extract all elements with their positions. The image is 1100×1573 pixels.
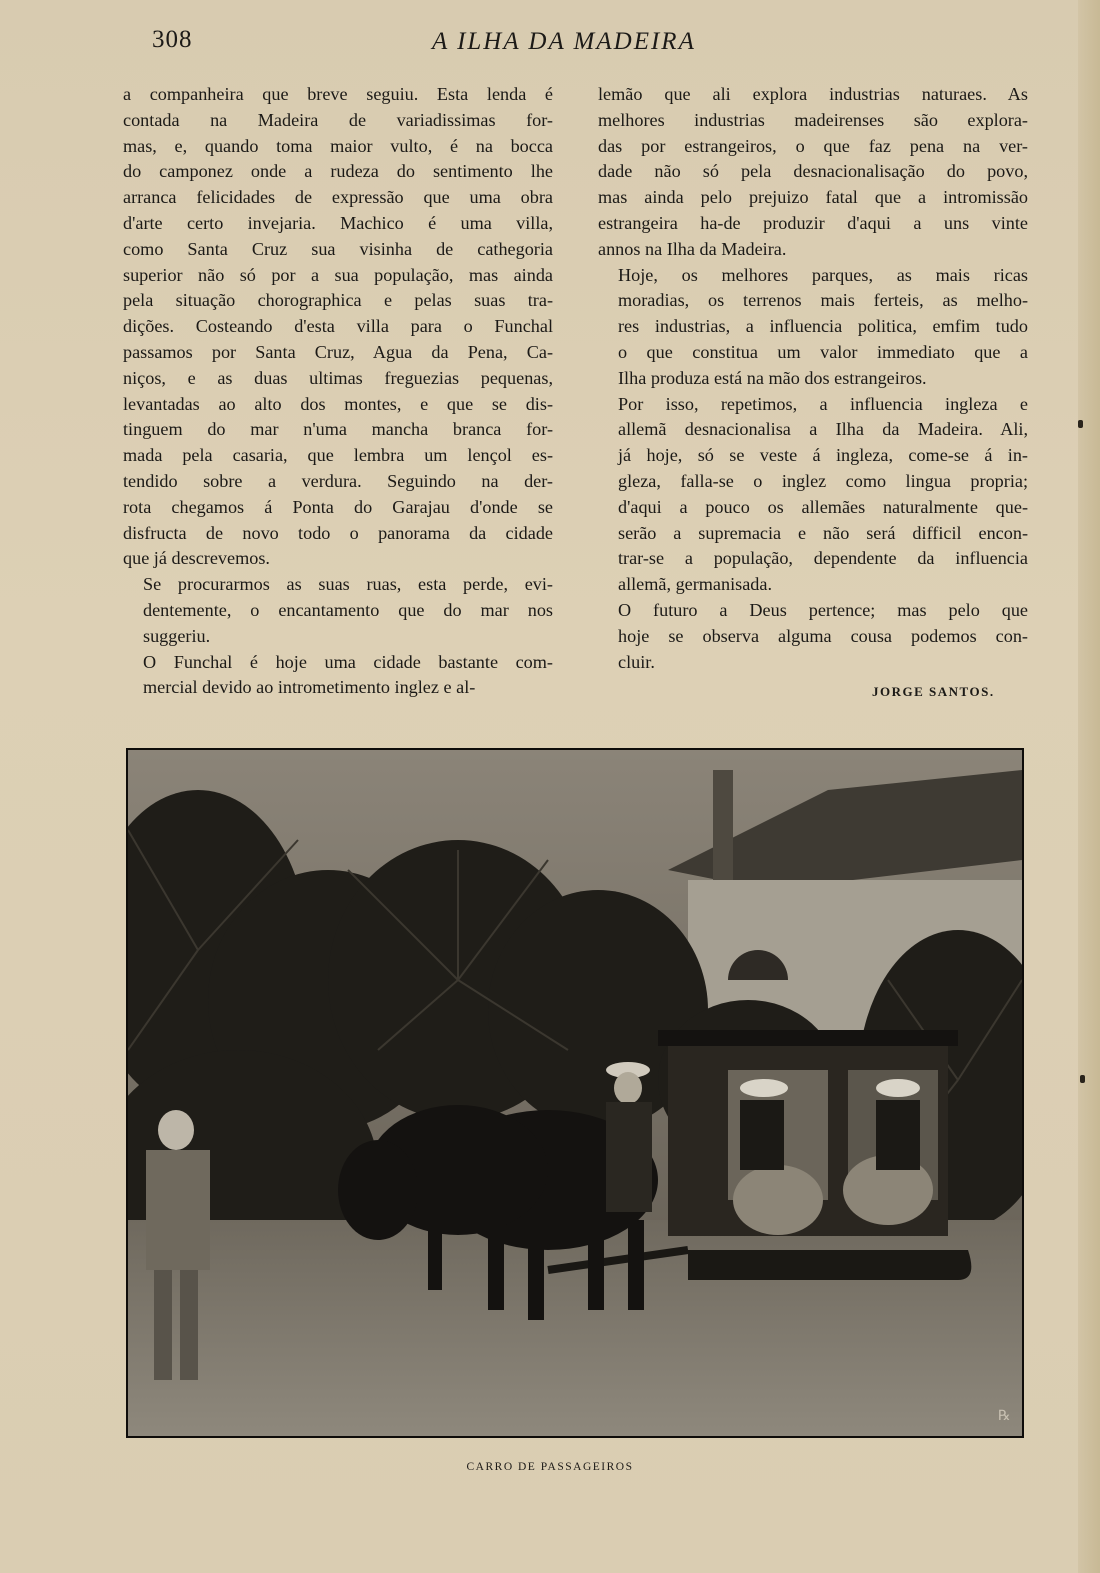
text-line: lemão que ali explora industrias naturaes. As: [598, 84, 1028, 104]
text-line: disfructa de novo todo o panorama da cidade: [123, 522, 553, 543]
text-line: dentemente, o encantamento que do mar nos: [143, 599, 553, 620]
page-edge: [1078, 0, 1100, 1573]
text-line: do camponez onde a rudeza do sentimento lhe: [123, 161, 553, 182]
text-line: O futuro a Deus pertence; mas pelo que: [618, 599, 1028, 620]
text-line: como Santa Cruz sua visinha de cathegoria: [123, 238, 553, 259]
text-line: tinguem do mar n'uma mancha branca for-: [123, 419, 553, 440]
text-line: O Funchal é hoje uma cidade bastante com-: [143, 651, 553, 672]
paragraph: [598, 82, 1028, 263]
text-line: o que constitua um valor immediato que a: [618, 341, 1028, 362]
print-speck: [1080, 1075, 1085, 1083]
text-line: annos na Ilha da Madeira.: [598, 238, 787, 259]
photo-caption: CARRO DE PASSAGEIROS: [466, 1461, 634, 1473]
text-line: cluir.: [618, 651, 655, 672]
paragraph: [123, 572, 553, 649]
text-line: melhores industrias madeirenses são explora-: [598, 109, 1028, 130]
author-signature: JORGE SANTOS.: [872, 684, 995, 699]
text-line: gleza, falla-se o inglez como lingua propria;: [618, 470, 1028, 491]
paragraph: [598, 263, 1028, 392]
text-line: passamos por Santa Cruz, Agua da Pena, Ca-: [123, 341, 553, 362]
text-line: estrangeira ha-de produzir d'aqui a uns vinte: [598, 212, 1028, 233]
text-line: já hoje, só se veste á ingleza, come-se á in-: [618, 445, 1028, 466]
text-line: mas, e, quando toma maior vulto, é na bocca: [123, 135, 553, 156]
text-line: Ilha produza está na mão dos estrangeiros.: [618, 367, 927, 388]
ox-cart-photo: [128, 750, 1022, 1436]
page-header: [0, 26, 1100, 62]
text-line: mercial devido ao intrometimento inglez e al-: [143, 677, 476, 698]
text-line: dições. Costeando d'esta villa para o Funchal: [123, 316, 553, 337]
running-title: A ILHA DA MADEIRA: [432, 28, 696, 55]
text-line: Se procurarmos as suas ruas, esta perde, evi-: [143, 574, 553, 595]
text-line: d'arte certo invejaria. Machico é uma villa,: [123, 212, 553, 233]
paragraph: [123, 82, 553, 572]
text-line: a companheira que breve seguiu. Esta lenda é: [123, 84, 553, 104]
text-line: Por isso, repetimos, a influencia ingleza e: [618, 393, 1028, 414]
text-line: moradias, os terrenos mais ferteis, as melho-: [618, 290, 1028, 311]
text-line: rota chegamos á Ponta do Garajau d'onde se: [123, 496, 553, 517]
text-line: dade não só pela desnacionalisação do povo,: [598, 161, 1028, 182]
text-line: niços, e as duas ultimas freguezias pequenas,: [123, 367, 553, 388]
print-speck: [1078, 420, 1083, 428]
photograph: [126, 748, 1024, 1438]
paragraph: [598, 392, 1028, 598]
text-line: Hoje, os melhores parques, as mais ricas: [618, 264, 1028, 285]
text-line: pela situação chorographica e pelas suas tra-: [123, 290, 553, 311]
paragraph: [598, 598, 1028, 675]
text-line: mada pela casaria, que lembra um lençol es-: [123, 445, 553, 466]
text-line: levantadas ao alto dos montes, e que se dis-: [123, 393, 553, 414]
text-line: allemã, germanisada.: [618, 574, 773, 595]
text-line: d'aqui a pouco os allemães naturalmente que-: [618, 496, 1028, 517]
right-text-column: [598, 82, 1028, 675]
page-number: 308: [152, 26, 193, 53]
text-line: mas ainda pelo prejuizo fatal que a intromissão: [598, 187, 1028, 208]
text-line: serão a supremacia e não será difficil encon-: [618, 522, 1028, 543]
text-line: res industrias, a influencia politica, emfim tudo: [618, 316, 1028, 337]
text-line: que já descrevemos.: [123, 548, 270, 569]
text-line: trar-se a população, dependente da influencia: [618, 548, 1028, 569]
text-line: contada na Madeira de variadissimas for-: [123, 109, 553, 130]
text-line: allemã desnacionalisa a Ilha da Madeira. Ali,: [618, 419, 1028, 440]
left-text-column: [123, 82, 553, 701]
text-line: suggeriu.: [143, 625, 211, 646]
text-line: hoje se observa alguma cousa podemos con-: [618, 625, 1028, 646]
text-line: tendido sobre a verdura. Seguindo na der-: [123, 470, 553, 491]
engraver-mark: ℞: [998, 1408, 1011, 1424]
text-line: arranca felicidades de expressão que uma obra: [123, 187, 553, 208]
paragraph: [123, 650, 553, 702]
text-line: superior não só por a sua população, mas ainda: [123, 264, 553, 285]
text-line: das por estrangeiros, o que faz pena na ver-: [598, 135, 1028, 156]
